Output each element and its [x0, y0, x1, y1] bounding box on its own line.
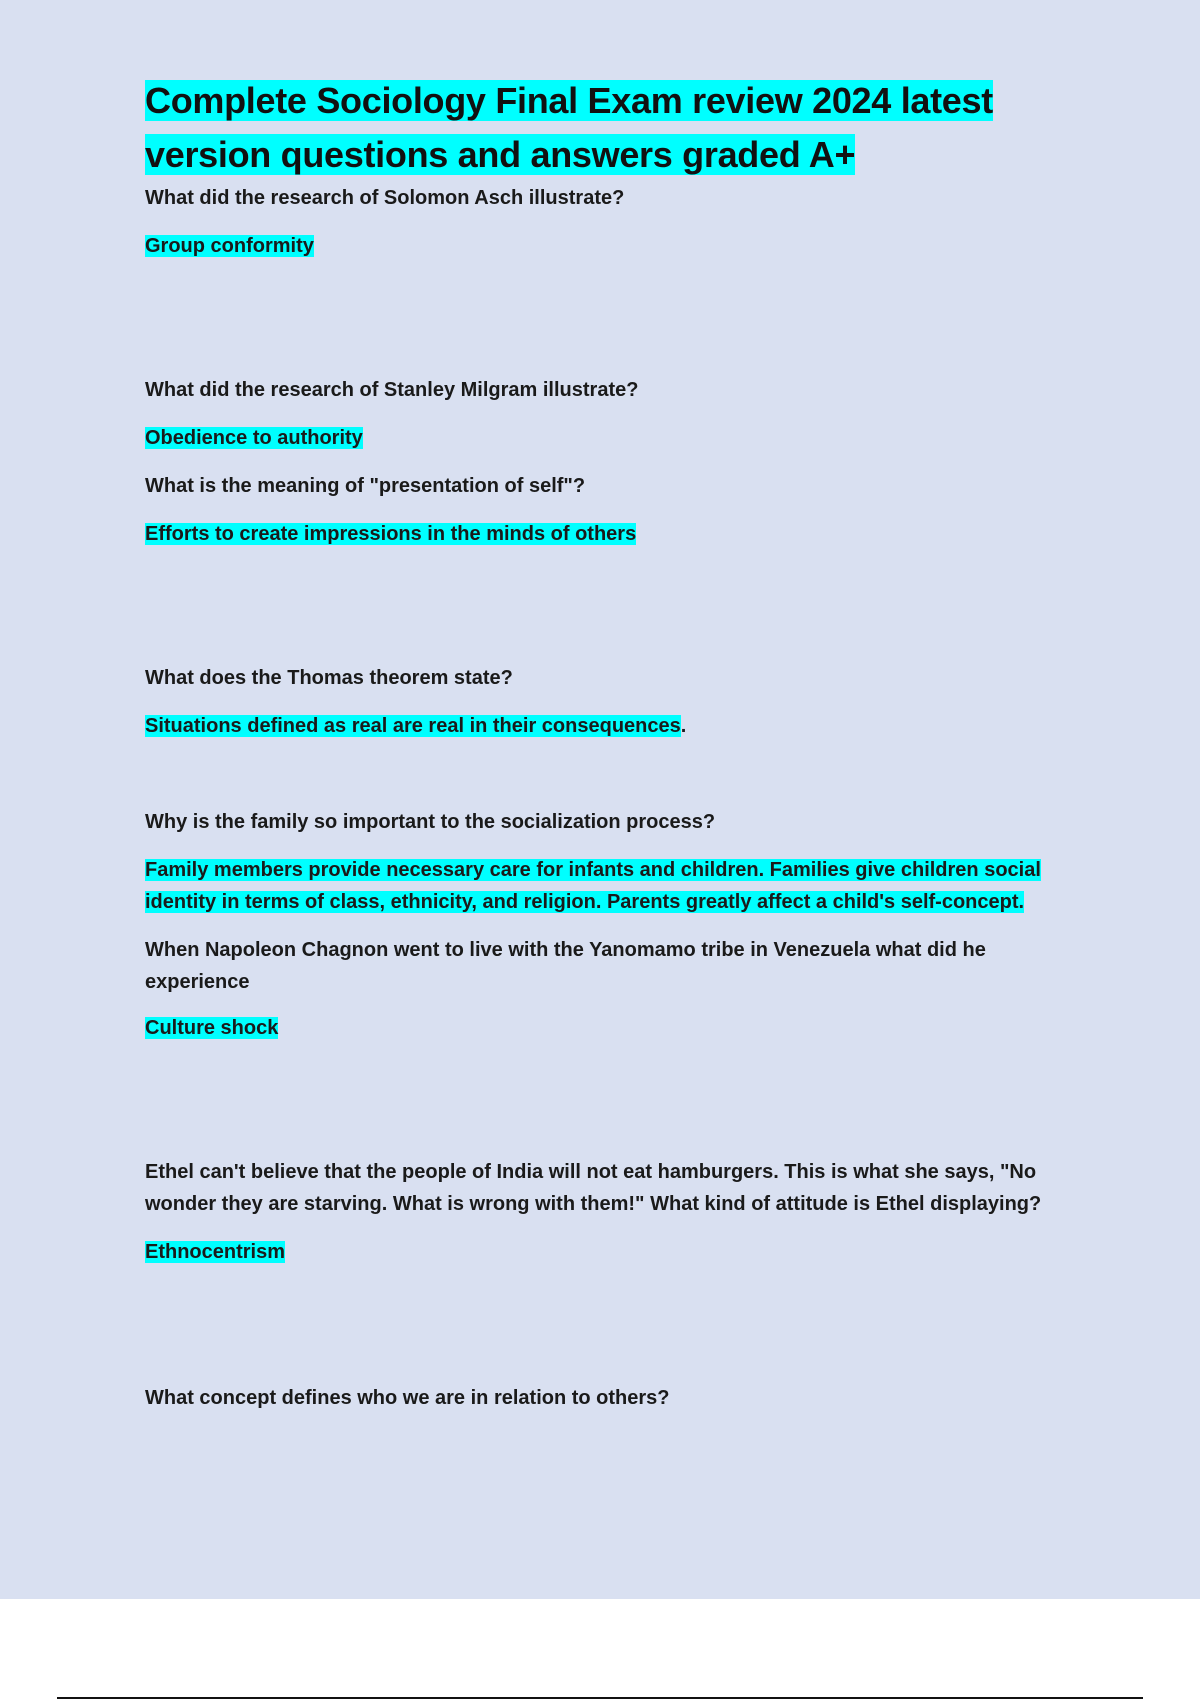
question-7: Ethel can't believe that the people of India will not eat hamburgers. This is what she says, "No wonder they are starving. What is wrong with them!" What kind of attitude is Ethel displaying? — [145, 1161, 1042, 1215]
answer-3 — [145, 518, 1095, 550]
question-1: What did the research of Solomon Asch illustrate? — [145, 187, 625, 209]
answer-2 — [145, 422, 1095, 454]
answer-7 — [145, 1236, 1095, 1268]
answer-highlight: Situations defined as real are real in their consequences — [145, 715, 681, 737]
document-content — [145, 74, 1095, 1414]
answer-suffix: . — [680, 715, 687, 737]
answer-highlight: Obedience to authority — [145, 427, 363, 449]
answer-highlight: Efforts to create impressions in the minds of others — [145, 523, 637, 545]
question-8: What concept defines who we are in relation to others? — [145, 1387, 670, 1409]
answer-highlight: Group conformity — [145, 235, 314, 257]
footer-rule — [57, 1697, 1143, 1699]
answer-6 — [145, 1012, 1095, 1044]
question-5: Why is the family so important to the socialization process? — [145, 811, 716, 833]
document-title-text: Complete Sociology Final Exam review 2024 latest version questions and answers graded A+ — [145, 80, 993, 175]
question-6: When Napoleon Chagnon went to live with the Yanomamo tribe in Venezuela what did he experience — [145, 939, 986, 993]
question-4: What does the Thomas theorem state? — [145, 667, 513, 689]
document-title — [145, 74, 1095, 182]
answer-5 — [145, 854, 1095, 918]
qa-list — [145, 182, 1095, 1414]
answer-highlight: Ethnocentrism — [145, 1241, 286, 1263]
question-3: What is the meaning of "presentation of self"? — [145, 475, 586, 497]
answer-highlight: Family members provide necessary care for infants and children. Families give children social identity in terms of class, ethnicity, and religion. Parents greatly affect a child's self-concept. — [145, 859, 1041, 913]
question-2: What did the research of Stanley Milgram illustrate? — [145, 379, 639, 401]
answer-1 — [145, 230, 1095, 262]
answer-4 — [145, 710, 1095, 742]
answer-highlight: Culture shock — [145, 1017, 279, 1039]
